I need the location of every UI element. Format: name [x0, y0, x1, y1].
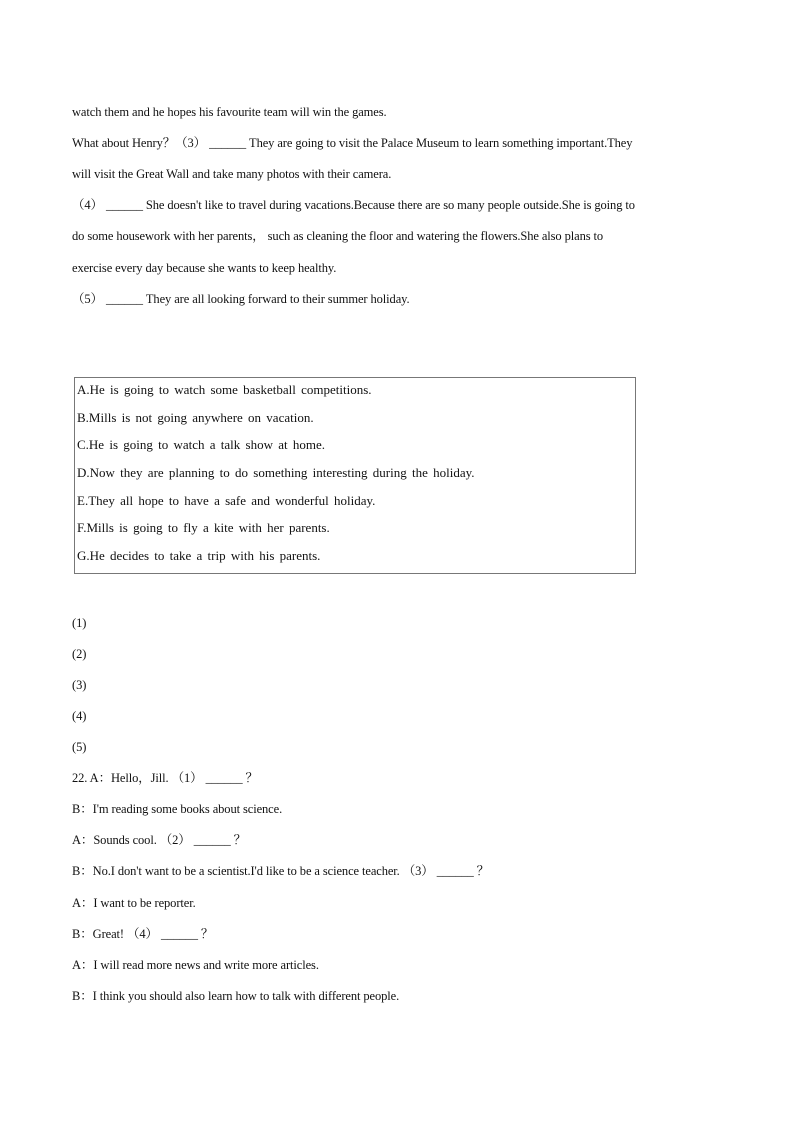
passage-line: （4） ______ She doesn't like to travel during vacations.Because there are so many people outside.She is going to [72, 198, 635, 212]
dialogue-line: B：I'm reading some books about science. [72, 802, 283, 816]
dialogue-line: B：Great! （4） ______ ？ [72, 927, 214, 941]
dialogue-line: A：I want to be reporter. [72, 896, 196, 910]
passage-line: watch them and he hopes his favourite team will win the games. [72, 105, 387, 119]
option-g: G.He decides to take a trip with his parents. [77, 548, 321, 563]
option-e: E.They all hope to have a safe and wonderful holiday. [77, 493, 376, 508]
answer-slot-4: (4) [72, 709, 87, 723]
answer-slot-1: (1) [72, 616, 87, 630]
dialogue-line: B：I think you should also learn how to talk with different people. [72, 989, 400, 1003]
passage-line: do some housework with her parents， such as cleaning the floor and watering the flowers.She also plans to [72, 229, 604, 243]
answer-slot-2: (2) [72, 647, 87, 661]
passage-line: What about Henry？（3） ______ They are going to visit the Palace Museum to learn something important.They [72, 136, 633, 150]
option-c: C.He is going to watch a talk show at home. [77, 437, 325, 452]
answer-slot-3: (3) [72, 678, 87, 692]
option-b: B.Mills is not going anywhere on vacation. [77, 410, 314, 425]
options-box [74, 377, 636, 574]
dialogue-line: A：Sounds cool. （2） ______ ？ [72, 833, 247, 847]
option-a: A.He is going to watch some basketball competitions. [77, 382, 372, 397]
dialogue-line: B：No.I don't want to be a scientist.I'd like to be a science teacher. （3） ______ ？ [72, 864, 490, 878]
dialogue-line: 22. A：Hello，Jill. （1） ______ ？ [72, 771, 258, 785]
option-f: F.Mills is going to fly a kite with her parents. [77, 520, 330, 535]
option-d: D.Now they are planning to do something interesting during the holiday. [77, 465, 475, 480]
dialogue-line: A：I will read more news and write more articles. [72, 958, 319, 972]
passage-line: exercise every day because she wants to keep healthy. [72, 261, 337, 275]
passage-line: will visit the Great Wall and take many photos with their camera. [72, 167, 392, 181]
passage-line: （5） ______ They are all looking forward to their summer holiday. [72, 292, 410, 306]
answer-slot-5: (5) [72, 740, 87, 754]
